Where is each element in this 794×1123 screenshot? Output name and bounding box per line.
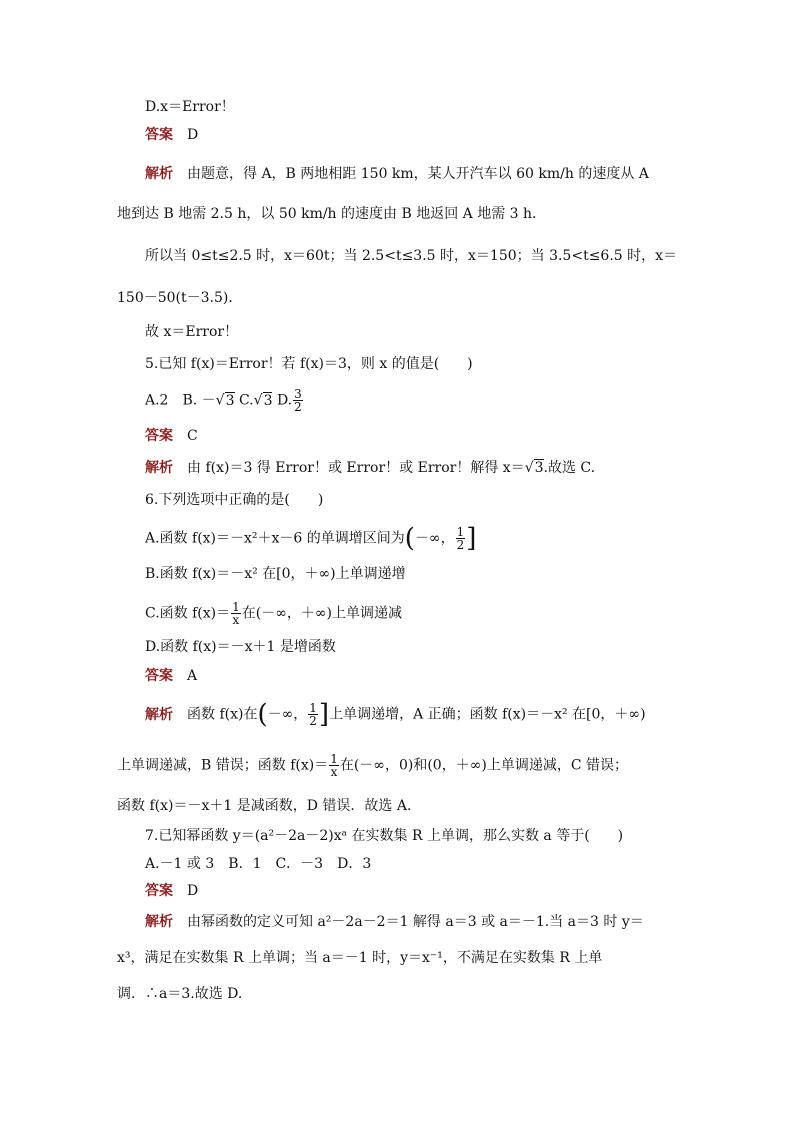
option-text: B.函数 f(x)＝－x² 在[0，＋∞)上单调递增 — [145, 566, 406, 582]
radicand: 3 — [534, 460, 544, 476]
answer-value: A — [187, 668, 198, 684]
explanation-text: 上单调递增，A 正确；函数 f(x)＝－x² 在[0，＋∞) — [329, 706, 646, 723]
explanation-4-line-4 — [117, 288, 242, 308]
option-d — [145, 97, 235, 117]
question-text: 5.已知 f(x)＝Error！若 f(x)＝3，则 x 的值是( ) — [145, 356, 473, 372]
explanation-5: 解析 由 f(x)＝3 得 Error！或 Error！或 Error！解得 x＝√3.故选 C. — [145, 460, 596, 476]
answer-label: 答案 — [145, 428, 173, 444]
bracket: ] — [318, 699, 330, 730]
explanation-7-line-1 — [145, 912, 644, 932]
option-text: C.函数 f(x)＝ — [145, 605, 231, 622]
answer-7 — [145, 881, 198, 901]
answer-label: 答案 — [145, 883, 173, 899]
question-text: 7.已知幂函数 y＝(a²－2a－2)xᵃ 在实数集 R 上单调，那么实数 a 等于( ) — [145, 828, 624, 844]
option-text: A.函数 f(x)＝－x²＋x－6 的单调增区间为 — [145, 530, 405, 547]
answer-value: D — [187, 883, 199, 899]
denominator: 2 — [456, 538, 465, 552]
explanation-text: 调．∴a＝3.故选 D. — [117, 986, 243, 1002]
answer-label: 答案 — [145, 668, 173, 684]
explanation-text: 在(－∞，0)和(0，＋∞)上单调递减，C 错误； — [339, 757, 628, 774]
question-5 — [145, 354, 473, 374]
explanation-text: 地到达 B 地需 2.5 h，以 50 km/h 的速度由 B 地返回 A 地需 3 h． — [117, 206, 547, 222]
option-d-fraction — [293, 388, 303, 413]
explanation-4-line-1 — [145, 164, 649, 184]
explanation-text: 函数 f(x)＝－x＋1 是减函数，D 错误．故选 A. — [117, 798, 412, 814]
question-6-option-a — [145, 523, 477, 554]
explanation-text: 由 f(x)＝3 得 Error！或 Error！或 Error！解得 x＝ — [187, 460, 525, 476]
option-b-radicand: 3 — [225, 392, 235, 409]
denominator: 2 — [309, 714, 317, 728]
fraction — [329, 753, 339, 778]
explanation-text: 故 x＝Error！ — [145, 324, 239, 340]
explanation-6-line-3 — [117, 796, 411, 816]
explanation-7-line-3 — [117, 984, 242, 1004]
bracket: ( — [257, 699, 268, 730]
denominator: x — [232, 613, 240, 627]
explanation-7-line-2 — [117, 948, 602, 968]
option-text: 在(－∞，＋∞)上单调递减 — [241, 605, 403, 622]
bracket: ] — [466, 523, 477, 554]
explanation-text: x³，满足在实数集 R 上单调；当 a＝－1 时，y＝x⁻¹，不满足在实数集 R 上单 — [117, 950, 603, 966]
option-text: D.函数 f(x)＝－x＋1 是增函数 — [145, 639, 336, 655]
explanation-label: 解析 — [145, 460, 173, 476]
explanation-text: 函数 f(x)在 — [187, 706, 258, 723]
explanation-4-line-2 — [117, 204, 546, 224]
option-d: D. — [276, 392, 293, 409]
explanation-6-line-2 — [117, 753, 628, 778]
question-5-options: A.2 B. －√3 C.√3 D. $\frac{3}{2}$ — [145, 387, 302, 414]
explanation-4-line-5 — [145, 322, 238, 342]
interval: －∞， — [414, 530, 455, 547]
numerator: 3 — [294, 387, 302, 401]
question-text: 6.下列选项中正确的是( ) — [145, 492, 324, 508]
explanation-text: 由题意，得 A，B 两地相距 150 km，某人开汽车以 60 km/h 的速度从 A — [187, 166, 649, 182]
answer-4 — [145, 125, 198, 145]
interval: －∞， — [267, 706, 308, 723]
fraction — [456, 526, 466, 551]
answer-value: D — [187, 127, 199, 143]
explanation-text: 所以当 0≤t≤2.5 时，x＝60t；当 2.5<t≤3.5 时，x＝150；当 3.5<t≤6.5 时，x＝ — [145, 248, 678, 264]
question-7-options — [145, 854, 371, 874]
explanation-6-line-1 — [145, 699, 646, 730]
explanation-text: 由幂函数的定义可知 a²－2a－2＝1 解得 a＝3 或 a＝－1.当 a＝3 时 y＝ — [187, 914, 644, 930]
numerator: 1 — [456, 525, 465, 539]
question-7 — [145, 826, 623, 846]
answer-value: C — [187, 428, 198, 444]
explanation-text: 150－50(t－3.5)． — [117, 290, 243, 306]
answer-5 — [145, 426, 198, 446]
question-6-option-c — [145, 601, 402, 626]
answer-6 — [145, 666, 197, 686]
question-6-option-d — [145, 637, 336, 657]
denominator: 2 — [294, 400, 302, 414]
explanation-label: 解析 — [145, 166, 173, 182]
answer-label: 答案 — [145, 127, 173, 143]
question-6 — [145, 490, 323, 510]
explanation-text: 上单调递减，B 错误；函数 f(x)＝ — [117, 757, 329, 774]
denominator: x — [330, 765, 338, 779]
question-6-option-b — [145, 564, 406, 584]
option-a: A.2 B. — [145, 392, 198, 409]
fraction — [308, 702, 318, 727]
numerator: 1 — [309, 701, 317, 715]
explanation-label: 解析 — [145, 706, 173, 723]
option-d-text: D.x＝Error！ — [145, 99, 235, 115]
bracket: ( — [404, 523, 415, 554]
explanation-text: .故选 C. — [543, 460, 596, 476]
explanation-4-line-3 — [145, 246, 677, 266]
option-c-radicand: 3 — [263, 392, 273, 409]
option-c: C. — [238, 392, 254, 409]
fraction — [231, 601, 241, 626]
numerator: 1 — [232, 600, 240, 614]
numerator: 1 — [330, 752, 338, 766]
explanation-label: 解析 — [145, 914, 173, 930]
option-b-sign: － — [201, 392, 216, 409]
options-text: A.－1 或 3 B．1 C．－3 D．3 — [145, 856, 372, 872]
